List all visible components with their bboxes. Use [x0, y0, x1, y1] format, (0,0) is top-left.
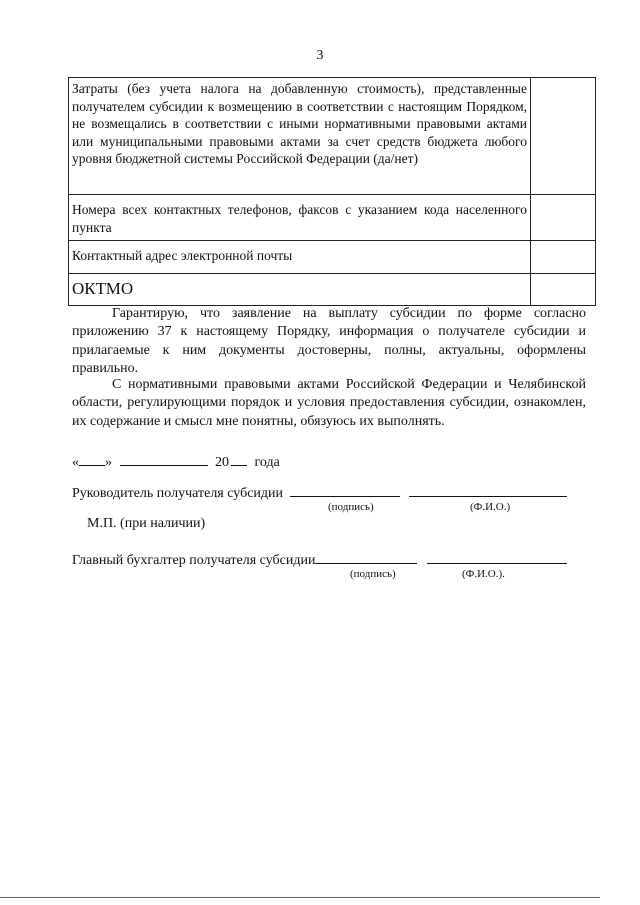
- year-prefix: 20: [215, 455, 229, 470]
- row-label-phones: Номера всех контактных телефонов, факсов с указанием кода населенного пункта: [69, 195, 531, 241]
- row-label-oktmo: ОКТМО: [69, 274, 531, 306]
- stamp-label: М.П. (при наличии): [87, 516, 206, 531]
- head-sign-caption: (подпись): [328, 501, 374, 513]
- day-field[interactable]: [79, 451, 105, 466]
- accountant-signature-line: [72, 550, 567, 569]
- row-value-phones[interactable]: [531, 195, 596, 241]
- applicant-info-table: [68, 77, 596, 306]
- row-label-email: Контактный адрес электронной почты: [69, 241, 531, 274]
- year-suffix: года: [254, 455, 280, 470]
- accountant-signature-field[interactable]: [315, 550, 417, 564]
- date-line: [72, 451, 280, 471]
- head-name-caption: (Ф.И.О.): [470, 501, 511, 513]
- accountant-sign-caption: (подпись): [350, 568, 396, 580]
- head-signature-line: [72, 483, 567, 502]
- scan-edge-divider: [0, 897, 600, 898]
- row-value-costs[interactable]: [531, 78, 596, 195]
- row-label-costs: Затраты (без учета налога на добавленную стоимость), представленные получателем субсидии к возмещению в соответствии с настоящим Порядком, не возмещались в соответствии с иными нормативными правовыми актами или муниципальными правовыми актами за счет средств бюджета любого уровня бюджетной системы Российской Федерации (да/нет): [69, 78, 531, 195]
- head-name-field[interactable]: [409, 483, 567, 497]
- date-close-quote: »: [105, 455, 112, 470]
- row-value-oktmo[interactable]: [531, 274, 596, 306]
- table-row: [69, 241, 596, 274]
- table-row: [69, 274, 596, 306]
- accountant-label: Главный бухгалтер получателя субсидии: [72, 553, 316, 568]
- month-field[interactable]: [120, 451, 208, 466]
- head-label: Руководитель получателя субсидии: [72, 486, 284, 501]
- table-row: [69, 195, 596, 241]
- year-field[interactable]: [231, 451, 247, 466]
- row-value-email[interactable]: [531, 241, 596, 274]
- accountant-name-caption: (Ф.И.О.).: [462, 568, 505, 580]
- page-number: 3: [316, 48, 324, 63]
- accountant-name-field[interactable]: [427, 550, 567, 564]
- date-open-quote: «: [72, 455, 79, 470]
- table-row: [69, 78, 596, 195]
- head-signature-field[interactable]: [290, 483, 400, 497]
- acknowledge-paragraph: С нормативными правовыми актами Российской Федерации и Челябинской области, регулирующими порядок и условия предоставления субсидии, ознакомлен, их содержание и смысл мне понятны, обязуюсь их выполнять.: [72, 377, 586, 429]
- guarantee-paragraph: Гарантирую, что заявление на выплату субсидии по форме согласно приложению 37 к настоящему Порядку, информация о получателе субсидии и прилагаемые к ним документы достоверны, полны, актуальны, оформлены правильно.: [72, 306, 586, 376]
